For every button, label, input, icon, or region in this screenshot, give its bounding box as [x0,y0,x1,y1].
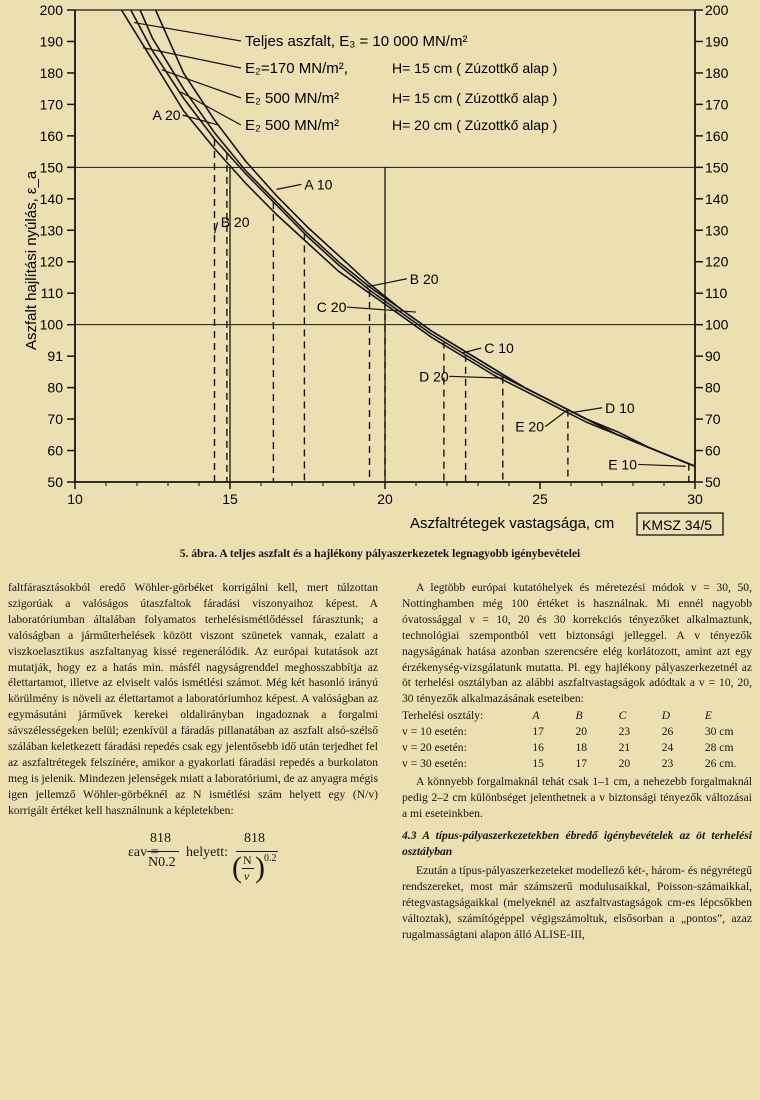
y-tick-label: 140 [39,190,63,207]
formula-numerator-1: 818 [150,830,171,846]
x-tick-label: 20 [377,491,393,507]
right-tick-label: 60 [705,442,721,459]
x-axis-label: Aszfaltrétegek vastagsága, cm [410,515,615,532]
formula-numerator-2: 818 [244,830,265,846]
annotation-label: C 20 [316,299,347,316]
table-cell: 23 [618,725,631,739]
right-tick-label: 150 [705,159,729,176]
table-cell: 23 [661,756,674,770]
y-tick-label: 120 [39,253,63,270]
right-tick-label: 170 [705,96,729,113]
right-tick-label: 120 [705,253,729,270]
series-line [140,10,695,466]
left-column [8,580,378,893]
right-tick-label: 200 [705,2,729,18]
series-line [131,10,695,466]
annotation-leader [463,348,482,353]
table-header-cell: E [704,709,712,723]
y-tick-label: 150 [39,159,63,176]
legend-entry: Teljes aszfalt, E₃ = 10 000 MN/m² [245,33,468,50]
table-cell: v = 20 esetén: [402,741,467,755]
table-header-row [402,708,748,724]
y-tick-label: 190 [39,33,63,50]
y-tick-label: 100 [39,316,63,333]
y-tick-label: 70 [47,411,63,428]
annotation-label: A 10 [304,176,333,193]
thickness-table [402,708,748,772]
table-cell: 17 [532,725,544,739]
formula-denominator-1: N0.2 [148,854,176,870]
y-tick-label: 200 [39,2,63,18]
annotation-leader [638,464,686,466]
table-cell: v = 10 esetén: [402,725,467,739]
table-cell: 30 cm [704,725,734,739]
annotation-label: B 20 [220,214,250,231]
right-tick-label: 90 [705,348,721,365]
right-tick-label: 180 [705,64,729,81]
x-tick-label: 10 [67,491,83,507]
right-tick-label: 160 [705,127,729,144]
right-tick-label: 80 [705,379,721,396]
formula-paren-open: ( [232,850,242,884]
legend-entry: E₂=170 MN/m², [245,60,348,77]
table-row [402,756,748,772]
y-tick-label: 80 [47,379,63,396]
table-cell: 16 [532,741,544,755]
formula [8,823,378,893]
right-tick-label: 140 [705,190,729,207]
right-tick-label: 100 [705,316,729,333]
y-tick-label: 91 [47,348,63,365]
legend-entry: E₂ 500 MN/m² [245,117,340,134]
table-cell: 28 cm [704,741,734,755]
annotation-leader [545,410,568,427]
annotation-leader [571,408,602,413]
series-line [156,10,695,466]
x-tick-label: 15 [222,491,238,507]
annotation-label: D 20 [419,368,449,385]
table-cell: 21 [618,741,631,755]
y-tick-label: 60 [47,442,63,459]
y-tick-label: 170 [39,96,63,113]
table-cell: 20 [618,756,631,770]
formula-lhs: εav = [128,844,159,860]
legend-spec: H= 15 cm ( Zúzottkő alap ) [392,90,558,106]
table-row [402,740,748,756]
annotation-leader [277,184,302,189]
section-heading: 4.3 A típus-pályaszerkezetekben ébredő igénybevételek az öt terhelési osztályban [402,828,752,858]
annotation-label: E 10 [608,456,638,473]
legend-spec: H= 20 cm ( Zúzottkő alap ) [392,117,558,133]
right-paragraph-3: Ezután a típus-pályaszerkezeteket modellező két-, három- és négyrétegű rendszereket, most már számszerű modulusaikkal, Poisson-számaikkal, rétegvastagságaikkal (melyeknél az aszfaltvastagságok cm-es lépcsőkben változtak), számítógéppel végigszámoltuk, elsősorban a „pontos”, azaz rugalmasságtani alapon álló ALISE-III, [402,864,752,942]
left-paragraph: faltfárasztásokból eredő Wöhler-görbéket korrigálni kell, mert túlzottan szigorúak a valóságos útaszfaltok fáradási viszonyaihoz képest. A laboratóriumban általában folyamatos terhelésismétlődéssel fárasztunk; a valóságban a járműterhelések között viszont szünetek vannak, ezalatt a viszkoelasztikus aszfaltanyag kissé regenerálódik. Az európai kutatások azt mutatják, hogy ez a hatás min. másfél nagyságrenddel meghosszabbítja az élettartamot, illetve az elviselt valós ismétlési számot. Még két hasonló irányú körülmény is növeli az élettartamot a laboratóriumhoz képest. A valóságban az egymásutáni járművek kerekei oldalirányban ingadoznak a forgalmi sávszélességeken belül; ezenkívül a fáradás pillanatában az aszfalt alsó-szélső szálában keletkezett fáradási repedés csak egy jelentősebb idő után terjedhet fel az aszfaltrétegek felszínére, amikor a gyakorlati fáradási repedés a burkolaton meg is jelenik. Mindezen jelenségek miatt a laboratóriumi, de az anyagra mégis igen jellemző Wöhler-görbéknél az N ismétlési szám helyett egy (N/v) korrigált értéket kell használnunk a képletekben: [8,581,378,817]
figure-stamp [637,513,723,535]
annotation-label: B 20 [409,270,439,287]
right-paragraph-1: A legtöbb európai kutatóhelyek és méretezési módok v = 30, 50, Nottinghamben még 100 értéket is használnak. Mi ennél nagyobb óvatossággal v = 10, 20 és 30 korrekciós tényezőket alkalmaztunk, technológiai szempontból vett biztonsági jelleggel. A v tényezők nagyságának hatása azonban szerencsére elég korlátozott, amint azt egy érzékenység-vizsgálatunk mutatta. Pl. egy hajlékony pályaszerkezetnél az öt terhelési osztályban az alábbi aszfaltvastagságok adódtak a v = 10, 20, 30 tényezők alkalmazásának eseteiben: [402,581,752,706]
table-row [402,724,748,740]
table-header-cell: C [618,709,627,723]
chart-dashed-markers [215,139,689,482]
legend-leader [180,92,241,125]
table-cell: 15 [532,756,544,770]
table-cell: 26 cm. [704,756,737,770]
y-tick-label: 130 [39,222,63,239]
right-paragraph-2: A könnyebb forgalmaknál tehát csak 1–1 cm, a nehezebb forgalmaknál pedig 2–2 cm különbséget jelenthetnek a v biztonsági tényezők változásai a mi eseteinkben. [402,774,752,820]
annotation-label: A 20 [152,107,181,124]
table-header-cell: B [575,709,583,723]
y-tick-label: 160 [39,127,63,144]
table-header-cell: Terhelési osztály: [402,709,484,723]
annotation-leader [366,279,406,287]
x-tick-label: 25 [532,491,548,507]
annotation-label: D 10 [605,399,635,416]
annotation-label: C 10 [484,339,514,356]
y-tick-label: 50 [47,474,63,490]
legend-entry: E₂ 500 MN/m² [245,90,340,107]
annotation-leader [449,376,503,378]
table-cell: 17 [575,756,588,770]
chart-annotations [153,107,686,472]
stamp-text: KMSZ 34/5 [642,517,713,533]
chart-curves [122,10,696,466]
legend-spec: H= 15 cm ( Zúzottkő alap ) [392,60,558,76]
table-cell: v = 30 esetén: [402,756,467,770]
figure-caption: 5. ábra. A teljes aszfalt és a hajlékony pályaszerkezetek legnagyobb igénybevételei [179,548,581,560]
series-line [122,10,696,466]
formula-paren-close: ) [255,850,265,884]
table-header-cell: D [661,709,671,723]
table-cell: 24 [661,741,674,755]
right-tick-label: 70 [705,411,721,428]
right-tick-label: 190 [705,33,729,50]
formula-den-n: N [243,852,252,867]
right-tick-label: 110 [705,285,728,302]
annotation-label: E 20 [515,418,545,435]
annotation-leader [347,307,416,312]
table-cell: 18 [575,741,588,755]
formula-word: helyett: [186,844,228,860]
y-tick-label: 180 [39,64,63,81]
table-header-cell: A [532,709,540,723]
chart [0,0,760,545]
right-tick-label: 50 [705,474,721,490]
table-cell: 26 [661,725,674,739]
right-column [402,580,752,943]
y-axis-label: Aszfalt hajlítási nyúlás, ε_a [23,170,40,350]
y-tick-label: 110 [40,285,63,302]
chart-axes [40,2,729,507]
right-tick-label: 130 [705,222,729,239]
x-tick-label: 30 [687,491,703,507]
formula-exponent: 0.2 [264,852,277,864]
table-cell: 20 [575,725,588,739]
formula-den-v: v [244,868,250,883]
